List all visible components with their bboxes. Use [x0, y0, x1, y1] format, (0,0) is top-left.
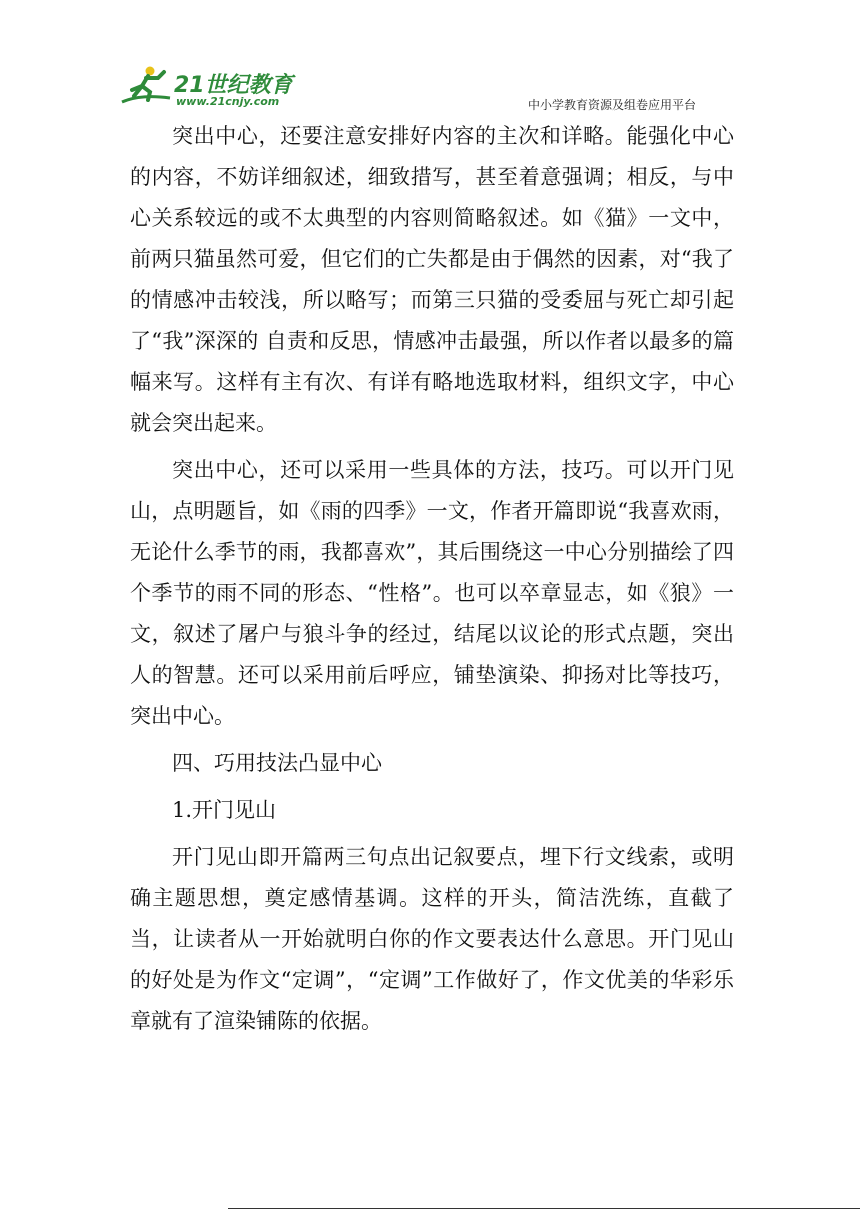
subsection-heading: 1.开门见山 — [172, 798, 277, 822]
document-body — [130, 116, 734, 1048]
section-heading: 四、巧用技法凸显中心 — [172, 751, 382, 775]
page-header — [120, 58, 740, 114]
brand-logo — [120, 64, 300, 108]
paragraph-opening: 开门见山即开篇两三句点出记叙要点，埋下行文线索，或明确主题思想，奠定感情基调。这样的开头，简洁洗练，直截了当，让读者从一开始就明白你的作文要表达什么意思。开门见山的好处是为作文“定调”，“定调”工作做好了，作文优美的华彩乐章就有了渲染铺陈的依据。 — [130, 845, 734, 1033]
footer-divider — [228, 1208, 860, 1209]
platform-tagline: 中小学教育资源及组卷应用平台 — [527, 98, 696, 112]
brand-name: 21世纪教育 — [174, 73, 293, 98]
paragraph-structure: 突出中心，还要注意安排好内容的主次和详略。能强化中心的内容，不妨详细叙述，细致措写，甚至着意强调；相反，与中心关系较远的或不太典型的内容则简略叙述。如《猫》一文中，前两只猫虽然可爱，但它们的亡失都是由于偶然的因素，对“我了的情感冲击较浅，所以略写；而第三只猫的受委屈与死亡却引起了“我”深深的 自责和反思，情感冲击最强，所以作者以最多的篇幅来写。这样有主有次、有详有略地选取材料，组织文字，中心就会突出起来。 — [130, 124, 734, 435]
paragraph-techniques: 突出中心，还可以采用一些具体的方法，技巧。可以开门见山，点明题旨，如《雨的四季》一文，作者开篇即说“我喜欢雨，无论什么季节的雨，我都喜欢”，其后围绕这一中心分别描绘了四个季节的雨不同的形态、“性格”。也可以卒章显志，如《狼》一文，叙述了屠户与狼斗争的经过，结尾以议论的形式点题，突出人的智慧。还可以采用前后呼应，铺垫演染、抑扬对比等技巧，突出中心。 — [130, 458, 734, 728]
runner-logo-icon — [120, 64, 176, 108]
brand-url: www.21cnjy.com — [176, 95, 280, 108]
